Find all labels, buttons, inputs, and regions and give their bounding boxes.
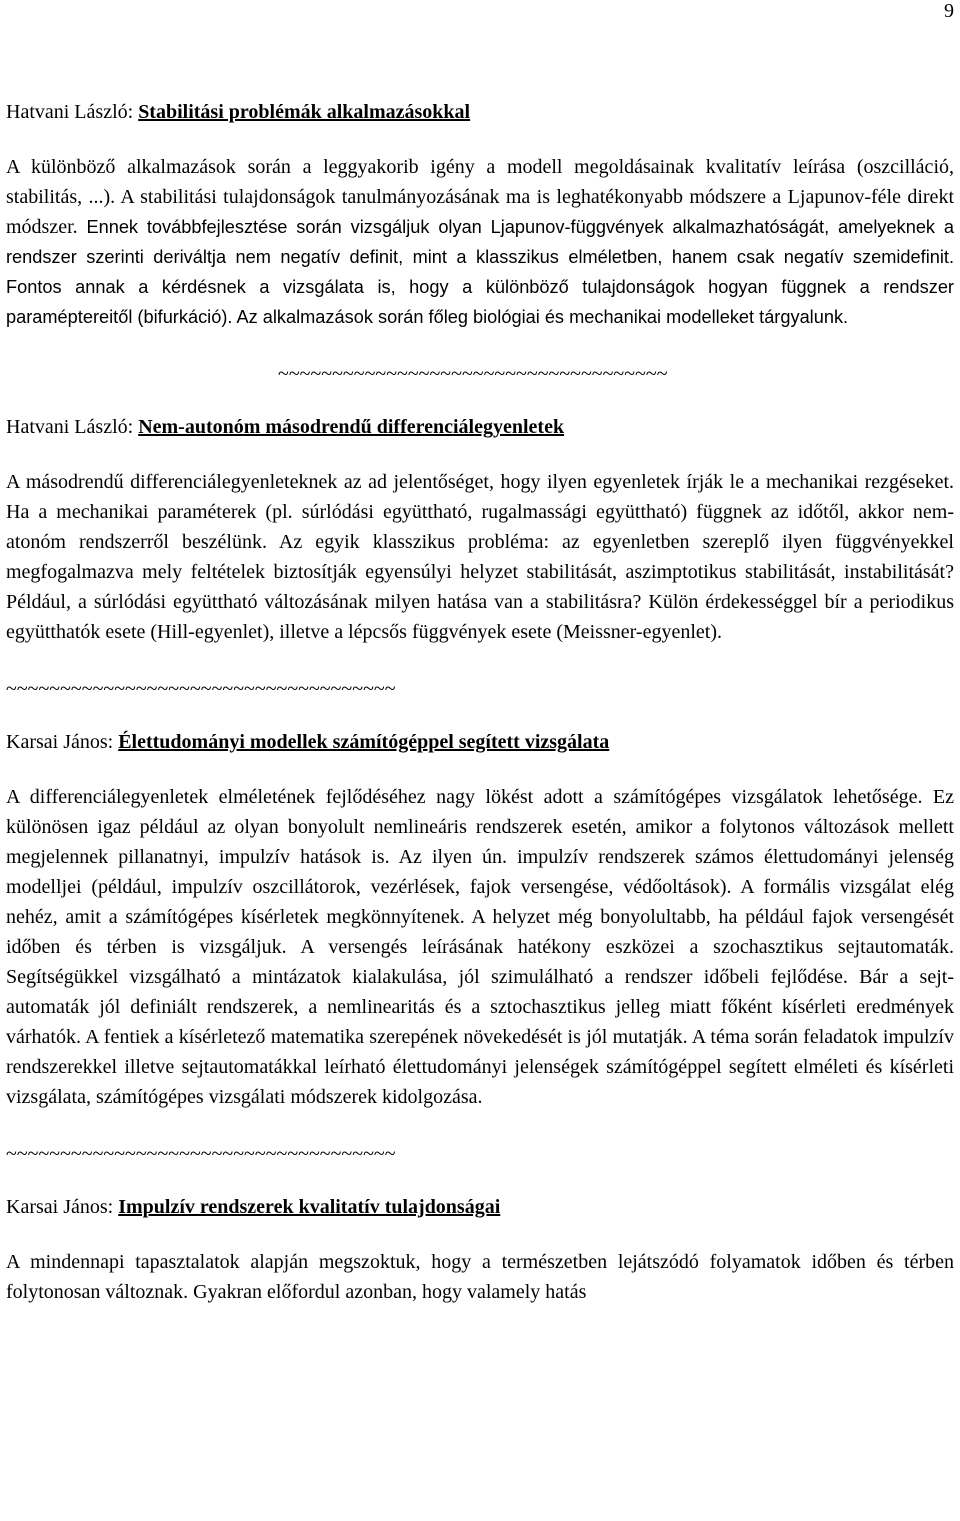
section-body-serif: A különböző alkalmazások során a leggyakorib igény a modell megoldásainak kvalitatív leírása (oszcilláció, stabilitás, ...). A stabilitási tulajdonságok tanulmányozásának ma is leghatékonyabb módszere a Ljapunov-féle direkt módszer. [6,156,954,238]
section-heading [6,727,954,757]
section-heading [6,412,954,442]
section-body: A másodrendű differenciálegyenleteknek az ad jelentőséget, hogy ilyen egyenletek írják le a mechanikai rezgéseket. Ha a mechanikai paraméterek (pl. súrlódási együttható, rugalmassági együttható) függnek az időtől, akkor nem-atonóm rendszerről beszélünk. Az egyik klasszikus probléma: az egyenletben szereplő ilyen függvényekkel megfogalmazva mely feltételek biztosítják egyensúlyi helyzet stabilitását, aszimptotikus stabilitását, instabilitását? Például, a súrlódási együttható változásának milyen hatása van a stabilitásra? Külön érdekességgel bír a periodikus együtthatók esete (Hill-egyenlet), illetve a lépcsős függvények esete (Meissner-egyenlet). [6,471,954,643]
section-separator: ~~~~~~~~~~~~~~~~~~~~~~~~~~~~~~~~~~~~ [278,363,668,385]
section-separator: ~~~~~~~~~~~~~~~~~~~~~~~~~~~~~~~~~~~~ [6,678,396,700]
abstract-section [6,1192,954,1307]
section-title: Impulzív rendszerek kvalitatív tulajdonságai [118,1196,501,1218]
section-body-sans: Ennek továbbfejlesztése során vizsgáljuk olyan Ljapunov-függvények alkalmazhatóságát, amelyeknek a rendszer szerinti deriváltja nem negatív definit, mint a klasszikus elméletben, hanem csak negatív szemidefinit. Fontos annak a kérdésnek a vizsgálata is, hogy a különböző tulajdonságok hogyan függnek a rendszer paraméptereitől (bifurkáció). Az alkalmazások során főleg biológiai és mechanikai modelleket tárgyalunk. [6,217,954,327]
author-name: Hatvani László: [6,416,139,438]
section-title: Stabilitási problémák alkalmazásokkal [138,101,471,123]
section-body: A mindennapi tapasztalatok alapján megszoktuk, hogy a természetben lejátszódó folyamatok időben és térben folytonosan változnak. Gyakran előfordul azonban, hogy valamely hatás [6,1251,954,1303]
abstract-section [6,412,954,704]
page-number: 9 [944,0,954,22]
section-body [6,152,954,332]
section-body: A differenciálegyenletek elméletének fejlődéséhez nagy lökést adott a számítógépes vizsgálatok lehetősége. Ez különösen igaz például az olyan bonyolult nemlineáris rendszerek esetén, amikor a folytonos változások mellett megjelennek pillanatnyi, impulzív hatások is. Az ilyen ún. impulzív rendszerek számos élettudományi jelenség modelljei (például, impulzív oszcillátorok, vezérlések, fajok versengése, védőoltások). A formális vizsgálat elég nehéz, amit a számítógépes kísérletek megkönnyítenek. A helyzet még bonyolultabb, ha például fajok versengését időben és térben is vizsgáljuk. A versengés leírásának hatékony eszközei a szochasztikus sejtautomaták. Segítségükkel vizsgálható a mintázatok kialakulása, jól szimulálható a rendszer időbeli fejlődése. Bár a sejt-automaták jól definiált rendszerek, a nemlinearitás és a sztochasztikus jelleg miatt főként kísérleti eredmények várhatók. A fentiek a kísérletező matematika szerepének növekedését is jól mutatják. A téma során feladatok impulzív rendszerekkel illetve sejtautomatákkal leírható élettudományi jelenségek számítógéppel segített elméleti és kísérleti vizsgálata, számítógépes vizsgálati módszerek kidolgozása. [6,786,954,1108]
author-name: Hatvani László: [6,101,139,123]
section-separator: ~~~~~~~~~~~~~~~~~~~~~~~~~~~~~~~~~~~~ [6,1143,396,1165]
section-title: Élettudományi modellek számítógéppel segített vizsgálata [118,731,610,753]
document-content [6,97,954,1307]
author-name: Karsai János: [6,1196,119,1218]
abstract-section [6,97,954,389]
section-title: Nem-autonóm másodrendű differenciálegyenletek [138,416,565,438]
section-heading [6,1192,954,1222]
author-name: Karsai János: [6,731,119,753]
section-heading [6,97,954,127]
abstract-section [6,727,954,1169]
